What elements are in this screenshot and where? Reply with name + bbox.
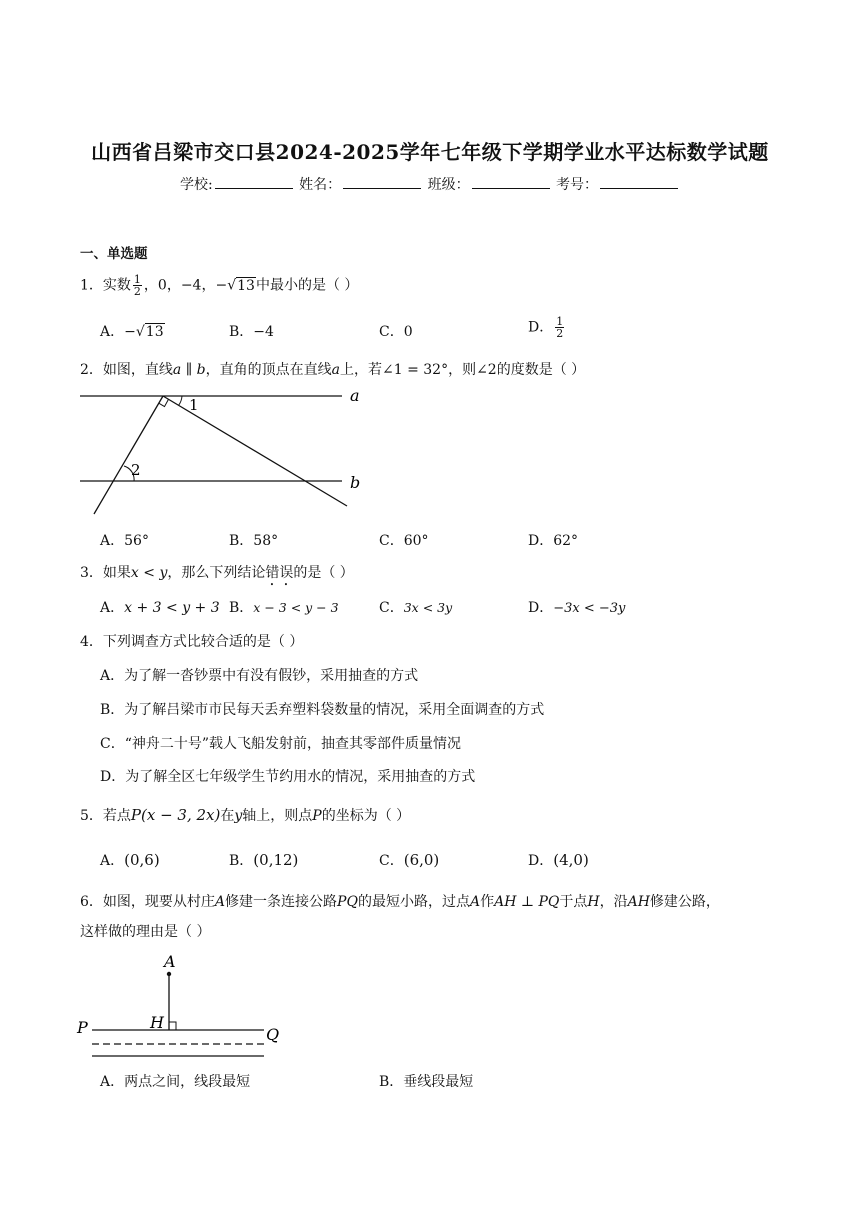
- option-label: A．: [100, 1074, 125, 1090]
- question-6-line-2: 这样做的理由是（ ）: [80, 924, 211, 940]
- question-number: 3．: [80, 565, 103, 581]
- question-text: ，那么下列结论: [167, 565, 266, 581]
- math-var: a: [172, 362, 182, 378]
- option-label: D．: [528, 600, 554, 616]
- label-h: H: [150, 1013, 164, 1032]
- question-number: 5．: [80, 808, 103, 824]
- page-title: 山西省吕梁市交口县2024-2025学年七年级下学期学业水平达标数学试题: [91, 140, 769, 164]
- label-a: A: [164, 952, 176, 971]
- option-text: x + 3 < y + 3: [124, 600, 220, 616]
- question-text: 的最短小路，过点: [357, 894, 470, 910]
- question-text: 作: [480, 894, 495, 910]
- option-label: C．: [379, 600, 404, 616]
- sqrt-sign: √: [227, 277, 237, 294]
- option-label: B．: [229, 533, 254, 549]
- q6-option-b[interactable]: [379, 1071, 473, 1091]
- option-text: (4,0): [553, 851, 589, 869]
- option-label: B．: [229, 600, 254, 616]
- math-var: AH: [627, 894, 650, 910]
- fraction-denominator: 2: [556, 327, 564, 340]
- question-text: 若点: [102, 808, 131, 824]
- q6-option-a[interactable]: [100, 1071, 250, 1091]
- question-text: ，0，−4，: [143, 277, 216, 294]
- option-label: A．: [100, 853, 125, 869]
- option-text: 60°: [403, 533, 429, 549]
- question-text: ，直角的顶点在直线: [205, 362, 332, 378]
- sqrt-radicand: 13: [145, 324, 164, 340]
- option-text: 56°: [124, 533, 149, 549]
- option-label: C．: [379, 853, 404, 869]
- option-text: −3x < −3y: [553, 601, 626, 616]
- school-label: 学校:: [179, 177, 213, 193]
- option-label: D．: [528, 853, 554, 869]
- option-label: A．: [100, 600, 125, 616]
- fraction-numerator: 1: [556, 315, 564, 328]
- class-label: 班级：: [427, 177, 470, 193]
- option-label: B．: [379, 1074, 404, 1090]
- option-text: 62°: [553, 533, 579, 549]
- option-text: 3x < 3y: [403, 600, 453, 615]
- question-text: 的坐标为（ ）: [321, 808, 411, 824]
- label-angle-2: 2: [131, 461, 141, 479]
- option-text: 垂线段最短: [403, 1074, 474, 1090]
- question-text: 中最小的是（ ）: [255, 277, 359, 294]
- question-text: 修建一条连接公路: [225, 894, 338, 910]
- option-label: C．: [379, 533, 404, 549]
- minus-sign: −: [215, 277, 228, 294]
- option-text: 0: [403, 324, 413, 340]
- math-var: b: [196, 362, 206, 378]
- option-label: D．: [528, 319, 554, 336]
- question-text: 如果: [102, 565, 131, 581]
- option-text: 为了解全区七年级学生节约用水的情况，采用抽查的方式: [125, 769, 476, 785]
- label-p: P: [77, 1018, 88, 1037]
- label-angle-1: 1: [189, 396, 199, 414]
- math-var: P: [312, 808, 322, 824]
- math-var: PQ: [337, 894, 358, 910]
- option-text: x − 3 < y − 3: [253, 600, 339, 615]
- math-expression: AH ⊥ PQ: [494, 894, 560, 910]
- section-heading: 一、单选题: [80, 246, 148, 262]
- point-a: [167, 972, 171, 976]
- question-text: 在: [220, 808, 235, 824]
- question-text: 上，若: [339, 362, 382, 378]
- exam-no-label: 考号：: [556, 177, 599, 193]
- fraction-denominator: 2: [133, 285, 141, 298]
- option-label: B．: [100, 702, 125, 718]
- option-text: “神舟二十号”载人飞船发射前，抽查其零部件质量情况: [124, 736, 462, 752]
- sqrt-radicand: 13: [237, 277, 255, 294]
- sqrt-sign: √: [135, 324, 145, 340]
- question-number: 1．: [80, 277, 103, 294]
- parallel-symbol: ∥: [181, 362, 197, 378]
- question-text: 如图，直线: [102, 362, 173, 378]
- question-text: 轴上，则点: [242, 808, 313, 824]
- question-number: 4．: [80, 634, 103, 650]
- question-number: 6．: [80, 894, 103, 910]
- right-angle-mark: [169, 1022, 176, 1030]
- math-var: A: [469, 894, 481, 910]
- math-expression: ∠2: [476, 362, 497, 378]
- question-number: 2．: [80, 362, 103, 378]
- math-var: y: [234, 808, 243, 824]
- math-var: H: [587, 894, 600, 910]
- option-label: A．: [100, 533, 125, 549]
- emphasized-text: 错误: [265, 565, 294, 581]
- name-label: 姓名：: [299, 177, 342, 193]
- question-text: ，沿: [599, 894, 628, 910]
- question-text: 的度数是（ ）: [496, 362, 586, 378]
- math-expression: x < y: [130, 565, 168, 581]
- option-label: C．: [379, 324, 404, 340]
- question-text: 如图，现要从村庄: [102, 894, 215, 910]
- option-text: 两点之间，线段最短: [124, 1074, 251, 1090]
- option-label: A．: [100, 668, 125, 684]
- option-text: 为了解吕梁市市民每天丢弃塑料袋数量的情况，采用全面调查的方式: [124, 702, 545, 718]
- question-text: 实数: [102, 277, 131, 294]
- label-b: b: [350, 473, 361, 492]
- option-label: C．: [100, 736, 125, 752]
- fraction-numerator: 1: [133, 273, 141, 286]
- question-text: ，则: [448, 362, 477, 378]
- option-text: 58°: [253, 533, 279, 549]
- label-a: a: [350, 386, 360, 405]
- math-var: a: [331, 362, 340, 378]
- option-text: (6,0): [403, 851, 440, 869]
- option-text: 为了解一沓钞票中有没有假钞，采用抽查的方式: [124, 668, 419, 684]
- math-expression: ∠1 = 32°: [381, 362, 449, 378]
- question-text: 的是（ ）: [293, 565, 354, 581]
- option-text: (0,6): [124, 851, 160, 869]
- label-q: Q: [266, 1025, 280, 1044]
- question-text: 修建公路，: [649, 894, 720, 910]
- option-label: B．: [229, 324, 254, 340]
- option-label: D．: [528, 533, 554, 549]
- option-text: (0,12): [253, 851, 299, 869]
- option-label: D．: [100, 769, 126, 785]
- math-var: A: [214, 894, 226, 910]
- option-label: B．: [229, 853, 254, 869]
- question-text: 于点: [559, 894, 588, 910]
- minus-sign: −: [124, 324, 136, 340]
- option-text: −4: [253, 324, 274, 340]
- option-label: A．: [100, 324, 125, 340]
- math-expression: P(x − 3, 2x): [130, 806, 221, 824]
- question-text: 下列调查方式比较合适的是（ ）: [102, 634, 304, 650]
